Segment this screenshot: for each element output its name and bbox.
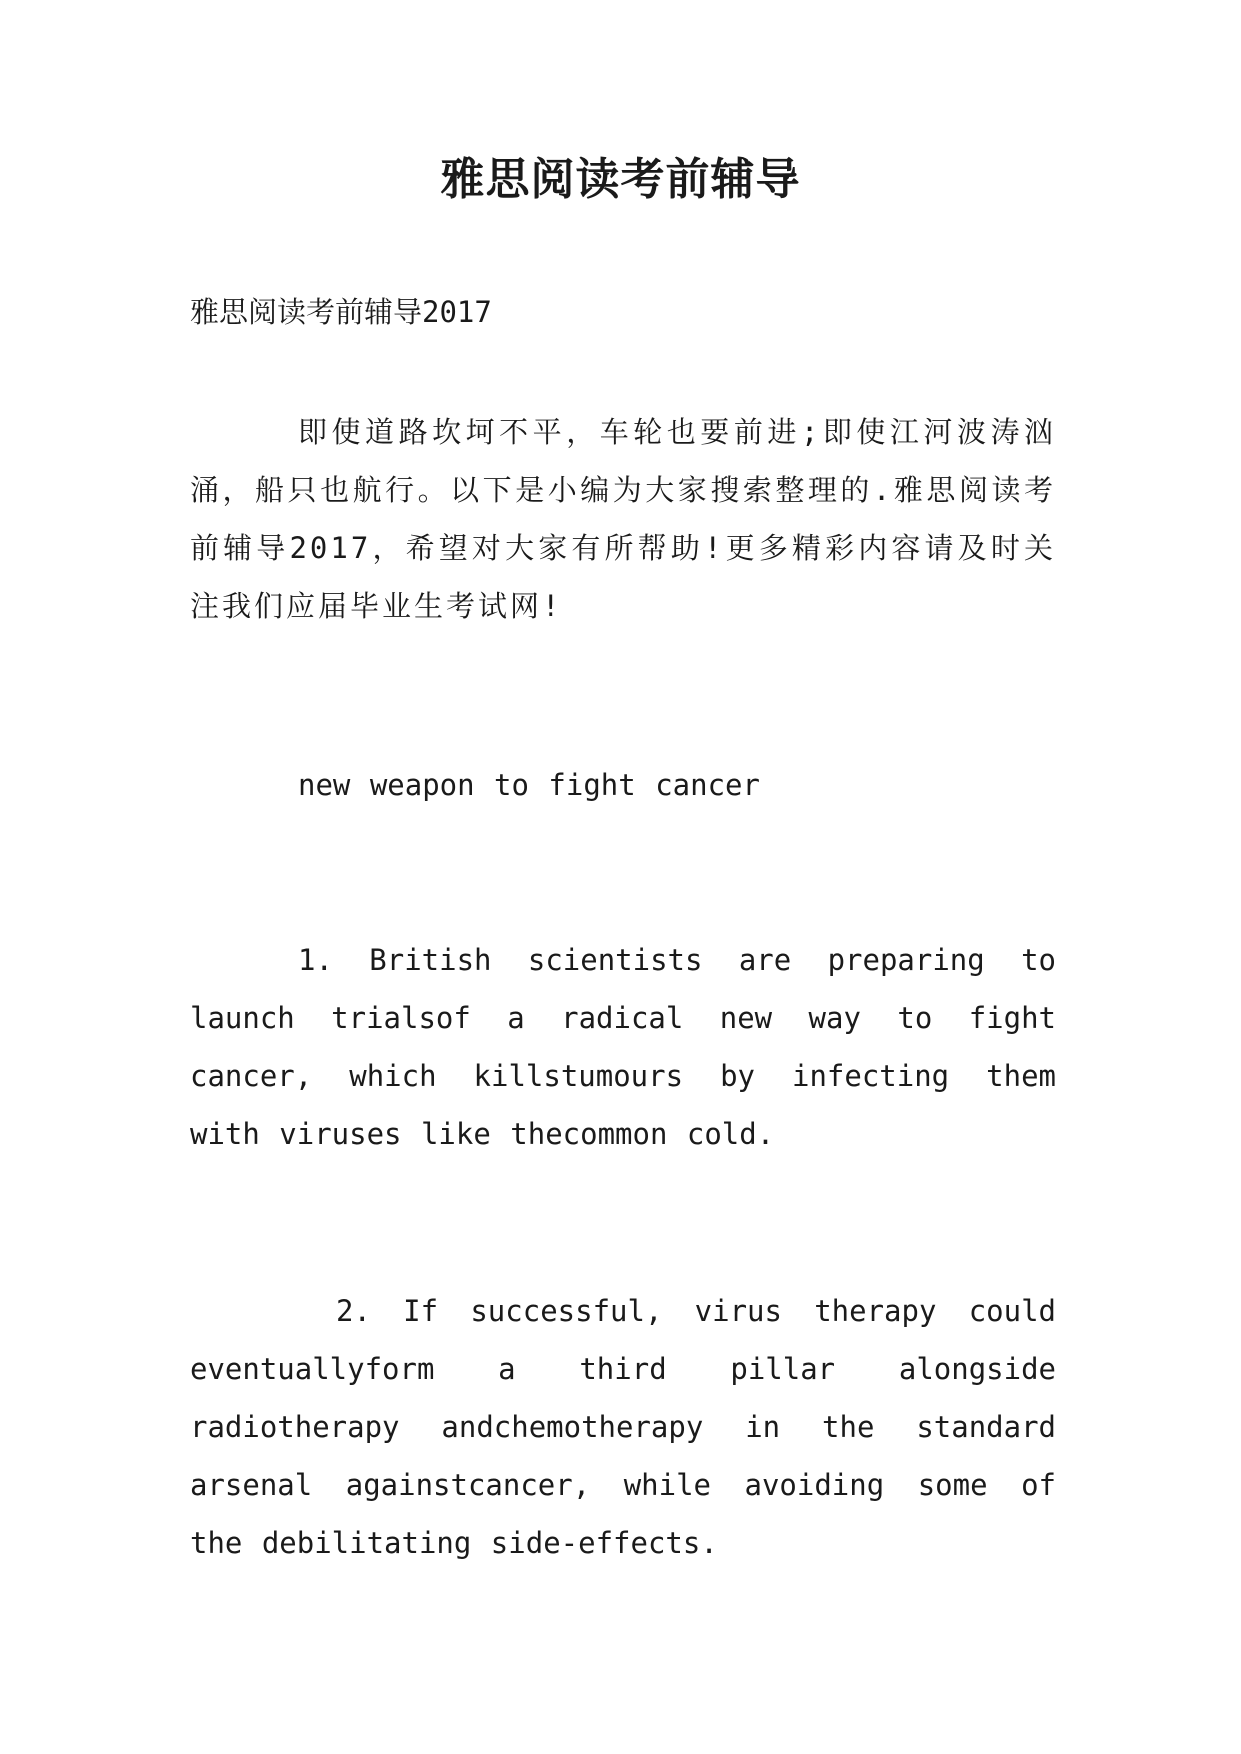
paragraph-1: 1. British scientists are preparing to launch trialsof a radical new way to fight cancer, which killstumours by infecting them with viruses like thecommon cold. [190,943,1056,1151]
intro-paragraph: 即使道路坎坷不平，车轮也要前进;即使江河波涛汹涌，船只也航行。以下是小编为大家搜索整理的.雅思阅读考前辅导2017，希望对大家有所帮助!更多精彩内容请及时关注我们应届毕业生考试网! [190,415,1056,623]
article-heading: new weapon to fight cancer [298,768,760,802]
page-title: 雅思阅读考前辅导 [440,154,801,205]
document-subtitle: 雅思阅读考前辅导2017 [190,295,492,329]
paragraph-2: 2. If successful, virus therapy could eventuallyform a third pillar alongside radiotherapy andchemotherapy in the standard arsenal againstcancer, while avoiding some of the debilitating side-effects. [190,1294,1056,1560]
